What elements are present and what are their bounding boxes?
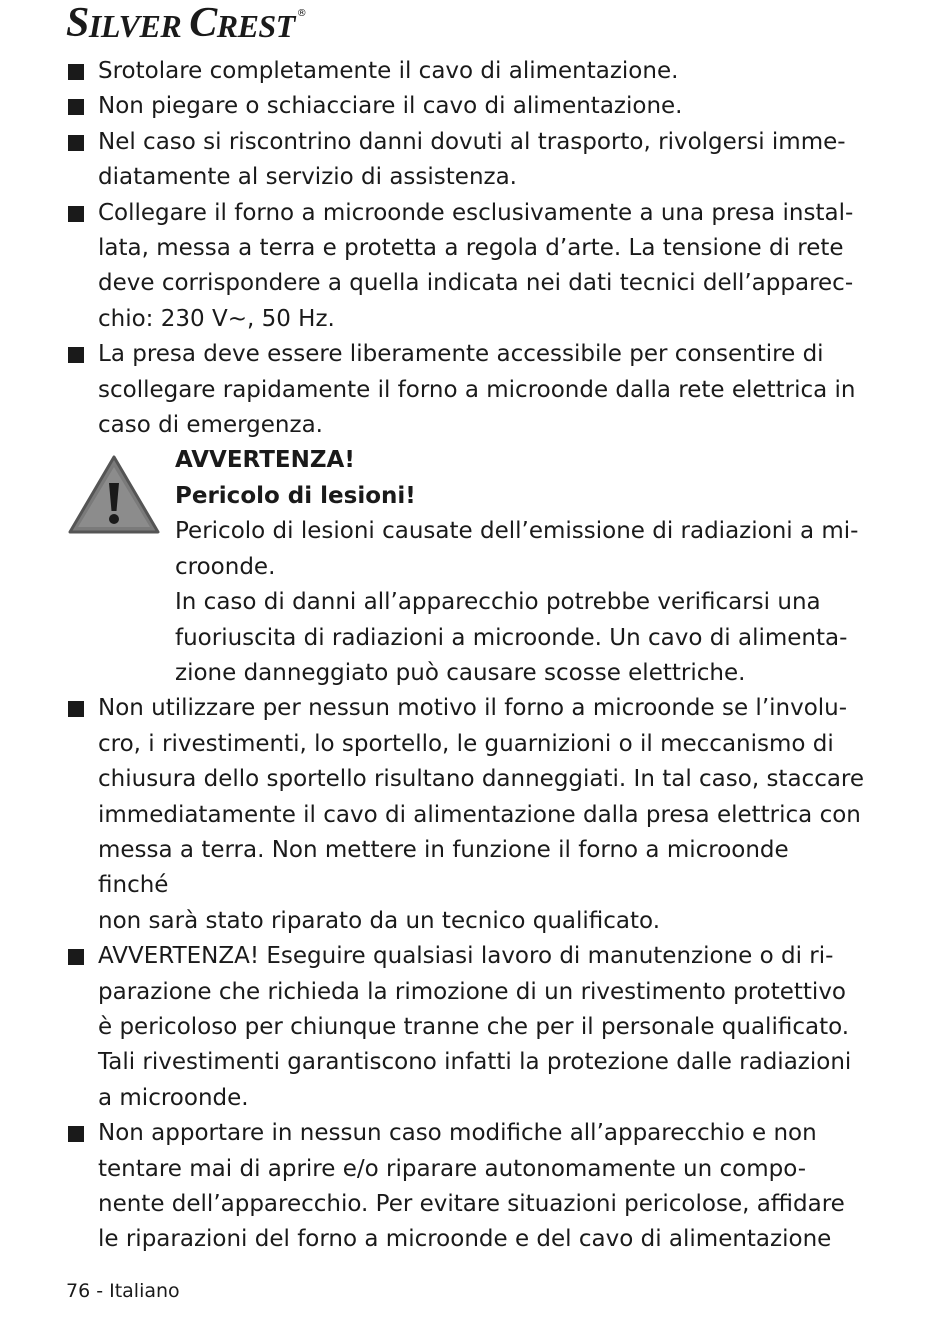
logo-text-rest: REST — [216, 8, 295, 44]
warning-text-line: zione danneggiato può causare scosse elettriche. — [175, 659, 746, 686]
text-line: le riparazioni del forno a microonde e del cavo di alimentazione — [98, 1226, 832, 1253]
text-line: chio: 230 V~, 50 Hz. — [98, 305, 335, 332]
list-item — [66, 691, 866, 939]
text-line: chiusura dello sportello risultano danneggiati. In tal caso, staccare — [98, 766, 865, 793]
bullet-square-icon — [68, 949, 84, 965]
text-line: Non apportare in nessun caso modifiche all’apparecchio e non — [98, 1120, 817, 1147]
warning-text-line: In caso di danni all’apparecchio potrebbe verificarsi una — [175, 589, 821, 616]
text-line: caso di emergenza. — [98, 412, 323, 439]
page-content — [66, 54, 866, 1258]
bullet-list-bottom — [66, 691, 866, 1258]
text-line: è pericoloso per chiunque tranne che per il personale qualificato. — [98, 1013, 850, 1040]
warning-title: AVVERTENZA! — [175, 447, 355, 474]
bullet-square-icon — [68, 99, 84, 115]
text-line: non sarà stato riparato da un tecnico qualificato. — [98, 907, 661, 934]
text-line: a microonde. — [98, 1084, 249, 1111]
text-line: parazione che richieda la rimozione di un rivestimento protettivo — [98, 978, 847, 1005]
list-item — [66, 125, 866, 196]
warning-text-line: croonde. — [175, 553, 276, 580]
bullet-list-top — [66, 54, 866, 443]
logo-letter-s: S — [66, 0, 89, 46]
list-item — [66, 54, 866, 89]
warning-text-line: Pericolo di lesioni causate dell’emissione di radiazioni a mi- — [175, 518, 859, 545]
text-line: Tali rivestimenti garantiscono infatti la protezione dalle radiazioni — [98, 1049, 852, 1076]
text-line: cro, i rivestimenti, lo sportello, le guarnizioni o il meccanismo di — [98, 730, 834, 757]
bullet-square-icon — [68, 701, 84, 717]
text-line: deve corrispondere a quella indicata nei dati tecnici dell’apparec- — [98, 270, 854, 297]
text-line: AVVERTENZA! Eseguire qualsiasi lavoro di manutenzione o di ri- — [98, 943, 834, 970]
registered-mark: ® — [296, 8, 307, 19]
list-item — [66, 337, 866, 443]
bullet-square-icon — [68, 347, 84, 363]
logo-text-ilver: ILVER — [88, 8, 182, 44]
text-line: diatamente al servizio di assistenza. — [98, 164, 517, 191]
bullet-square-icon — [68, 206, 84, 222]
text-line: immediatamente il cavo di alimentazione dalla presa elettrica con — [98, 801, 861, 828]
bullet-square-icon — [68, 64, 84, 80]
bullet-square-icon — [68, 1126, 84, 1142]
silvercrest-logo — [66, 2, 306, 44]
page-footer: 76 - Italiano — [66, 1280, 180, 1302]
text-line: Non piegare o schiacciare il cavo di alimentazione. — [98, 93, 683, 120]
list-item — [66, 1116, 866, 1258]
logo-letter-c: C — [189, 0, 217, 46]
warning-text-line: fuoriuscita di radiazioni a microonde. Un cavo di alimenta- — [175, 624, 848, 651]
text-line: tentare mai di aprire e/o riparare autonomamente un compo- — [98, 1155, 807, 1182]
warning-subtitle: Pericolo di lesioni! — [175, 482, 416, 509]
text-line: messa a terra. Non mettere in funzione il forno a microonde finché — [98, 836, 789, 899]
text-line: Collegare il forno a microonde esclusivamente a una presa instal- — [98, 199, 854, 226]
text-line: Srotolare completamente il cavo di alimentazione. — [98, 58, 679, 84]
text-line: scollegare rapidamente il forno a microonde dalla rete elettrica in — [98, 376, 856, 403]
text-line: nente dell’apparecchio. Per evitare situazioni pericolose, affidare — [98, 1191, 845, 1217]
list-item — [66, 196, 866, 338]
list-item — [66, 939, 866, 1116]
text-line: Non utilizzare per nessun motivo il forno a microonde se l’involu- — [98, 695, 848, 722]
text-line: lata, messa a terra e protetta a regola d’arte. La tensione di rete — [98, 235, 844, 262]
warning-text — [175, 514, 866, 691]
bullet-square-icon — [68, 135, 84, 151]
list-item — [66, 89, 866, 124]
text-line: Nel caso si riscontrino danni dovuti al trasporto, rivolgersi imme- — [98, 128, 846, 155]
warning-triangle-icon — [66, 453, 162, 537]
text-line: La presa deve essere liberamente accessibile per consentire di — [98, 341, 824, 368]
warning-block — [66, 443, 866, 691]
